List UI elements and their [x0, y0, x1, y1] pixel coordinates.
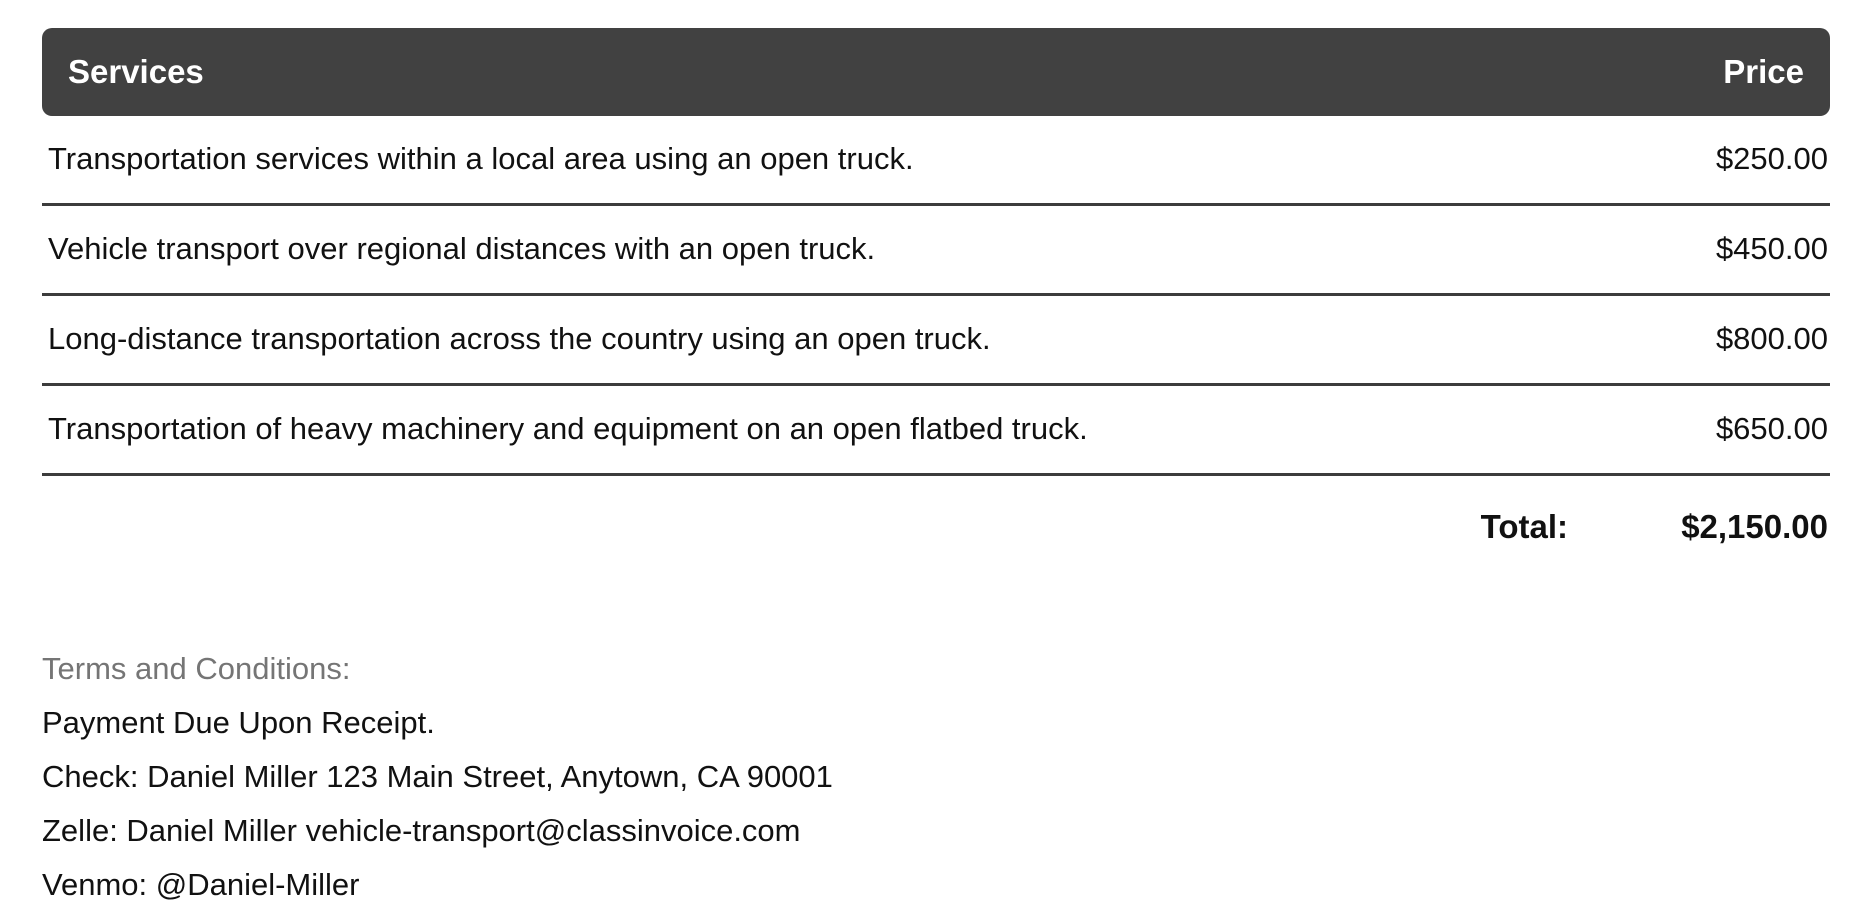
total-label: Total: [1480, 508, 1568, 545]
service-price: $800.00 [1715, 321, 1828, 356]
table-row [42, 206, 1830, 296]
services-column-header: Services [68, 53, 204, 90]
terms-line-venmo: Venmo: @Daniel-Miller [42, 867, 360, 902]
service-description: Transportation services within a local area using an open truck. [48, 141, 914, 176]
total-value: $2,150.00 [1681, 508, 1828, 545]
price-column-header: Price [1723, 53, 1804, 90]
service-price: $650.00 [1715, 411, 1828, 446]
table-row [42, 116, 1830, 206]
service-description: Transportation of heavy machinery and equipment on an open flatbed truck. [48, 411, 1088, 446]
service-price: $250.00 [1715, 141, 1828, 176]
terms-line-check: Check: Daniel Miller 123 Main Street, Anytown, CA 90001 [42, 759, 833, 794]
total-row [42, 476, 1830, 546]
service-description: Vehicle transport over regional distances with an open truck. [48, 231, 876, 266]
terms-line-payment: Payment Due Upon Receipt. [42, 705, 435, 740]
table-row [42, 296, 1830, 386]
services-table [42, 28, 1830, 546]
service-description: Long-distance transportation across the country using an open truck. [48, 321, 991, 356]
table-row [42, 386, 1830, 476]
terms-line-zelle: Zelle: Daniel Miller vehicle-transport@classinvoice.com [42, 813, 801, 848]
terms-section [42, 642, 1830, 912]
terms-heading: Terms and Conditions: [42, 651, 351, 686]
table-header-row [42, 28, 1830, 116]
service-price: $450.00 [1715, 231, 1828, 266]
